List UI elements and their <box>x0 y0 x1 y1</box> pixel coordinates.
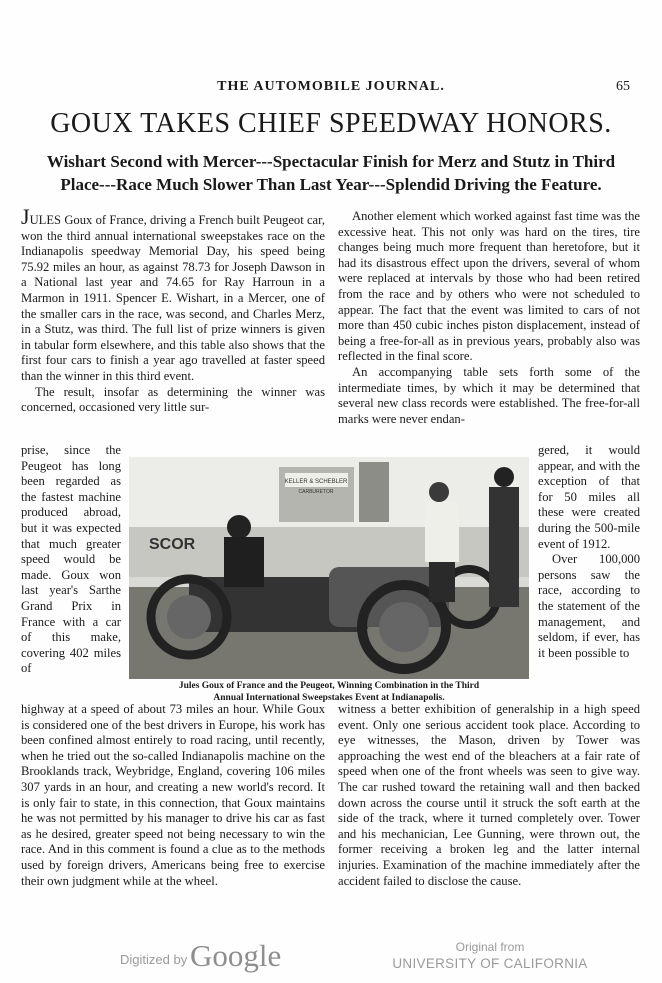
original-from-watermark <box>390 940 590 973</box>
opening-text: ULES Goux of France, driving a French built Peugeot car, won the third annual international sweepstakes race on the Indianapolis speedway Memorial Day, his speed being 75.92 miles an hour, as against 78.73 for Joseph Dawson in a National last year and 74.65 for Ray Harroun in a Marmon in 1911. Spencer E. Wishart, in a Mercer, one of the smaller cars in the race, was second, and Charles Merz, in a Stutz, was third. The full list of prize winners is given in tabular form elsewhere, and this table also shows that the first four cars to finish a year ago travelled at faster speed than the winner in this third event. <box>21 213 325 383</box>
journal-name: THE AUTOMOBILE JOURNAL. <box>217 79 445 94</box>
left-bottom-text: highway at a speed of about 73 miles an hour. While Goux is considered one of the best drivers in Europe, his work has been confined almost entirely to road racing, until recently, when he tried out the so-called Indianapolis machine on the Brooklands track, Weybridge, England, covering 106 miles 307 yards in an hour, and creating a new world's record. It is only fair to state, in this connection, that Goux maintains he was not permitted by his manager to drive his car as fast as he desired, greater speed not being necessary to win the race. And in this comment is found a clue as to the methods used by foreign drivers, Americans being free to exercise their own judgment while at the wheel. <box>21 702 325 888</box>
drop-cap: J <box>21 204 30 229</box>
university-label: UNIVERSITY OF CALIFORNIA <box>392 956 588 971</box>
caption-line-2: Annual International Sweepstakes Event at Indianapolis. <box>213 693 445 703</box>
left-paragraph-2: The result, insofar as determining the winner was concerned, occasioned very little sur- <box>21 384 325 415</box>
subhead-line-2: Place---Race Much Slower Than Last Year---Splendid Driving the Feature. <box>60 175 602 194</box>
right-narrow-text: gered, it would appear, and with the exception of that for 50 miles all these were created during the 500-mile event of 1912. <box>538 443 640 551</box>
right-bottom-text: witness a better exhibition of generalship in a high speed event. Only one serious accident took place. According to eye witnesses, the Mason, driven by Tower was approaching the west end of the bleachers at a fair rate of speed when one of the front wheels was seen to give way. The car rushed toward the retaining wall and then backed down across the course until it struck the soft earth at the side of the track, where it turned completely over. Tower and his mechanician, Lee Gunning, were thrown out, the former receiving a broken leg and the latter internal injuries. Examination of the machine immediately after the accident failed to disclose the cause. <box>338 702 640 888</box>
article-subhead <box>40 150 622 196</box>
right-paragraph-2: An accompanying table sets forth some of the intermediate times, by which it may be determined that several new class records were established. The free-for-all marks were never endan- <box>338 364 640 426</box>
subhead-line-1: Wishart Second with Mercer---Spectacular Finish for Merz and Stutz in Third <box>46 152 616 171</box>
right-narrow-text-2: Over 100,000 persons saw the race, according to the statement of the management, and seldom, if ever, has it been possible to <box>538 552 640 660</box>
wall-text: SCOR <box>149 536 196 553</box>
photo-illustration <box>129 457 529 679</box>
article-headline: GOUX TAKES CHIEF SPEEDWAY HONORS. <box>50 108 612 139</box>
right-narrow-column <box>538 443 640 661</box>
right-column-bottom <box>338 702 640 889</box>
left-narrow-column <box>21 443 121 677</box>
original-from-label: Original from <box>455 940 525 954</box>
google-logo: Google <box>190 938 282 973</box>
digitized-label: Digitized by <box>120 952 188 967</box>
left-column-bottom <box>21 702 325 889</box>
page-number: 65 <box>616 79 630 94</box>
right-column-top <box>338 209 640 427</box>
sign-subtext: CARBURETOR <box>298 489 334 495</box>
digitized-by-watermark <box>120 940 290 980</box>
right-paragraph-1: Another element which worked against fast time was the excessive heat. This not only was hard on the tires, tire changes being much more frequent than heretofore, but it had its disastrous effect upon the drivers, several of whom were replaced at intervals by those who had been retired from the race and by others who were not scheduled to appear. The fact that the event was limited to cars of not more than 450 cubic inches piston displacement, instead of being a free-for-all as in previous years, probably also was reflected in the final score. <box>338 209 640 364</box>
caption-line-1: Jules Goux of France and the Peugeot, Winning Combination in the Third <box>178 681 480 691</box>
left-column-top <box>21 204 325 416</box>
sign-text: KELLER & SCHEBLER <box>284 479 348 485</box>
figure-caption <box>126 680 532 704</box>
running-head <box>0 79 662 99</box>
opening-paragraph <box>21 204 325 385</box>
race-car-photo <box>129 457 529 679</box>
left-narrow-text: prise, since the Peugeot has long been regarded as the fastest machine produced abroad, but it was expected that much greater speed would be made. Goux won last year's Sarthe Grand Prix in France with a car of this make, covering 402 miles of <box>21 443 121 676</box>
